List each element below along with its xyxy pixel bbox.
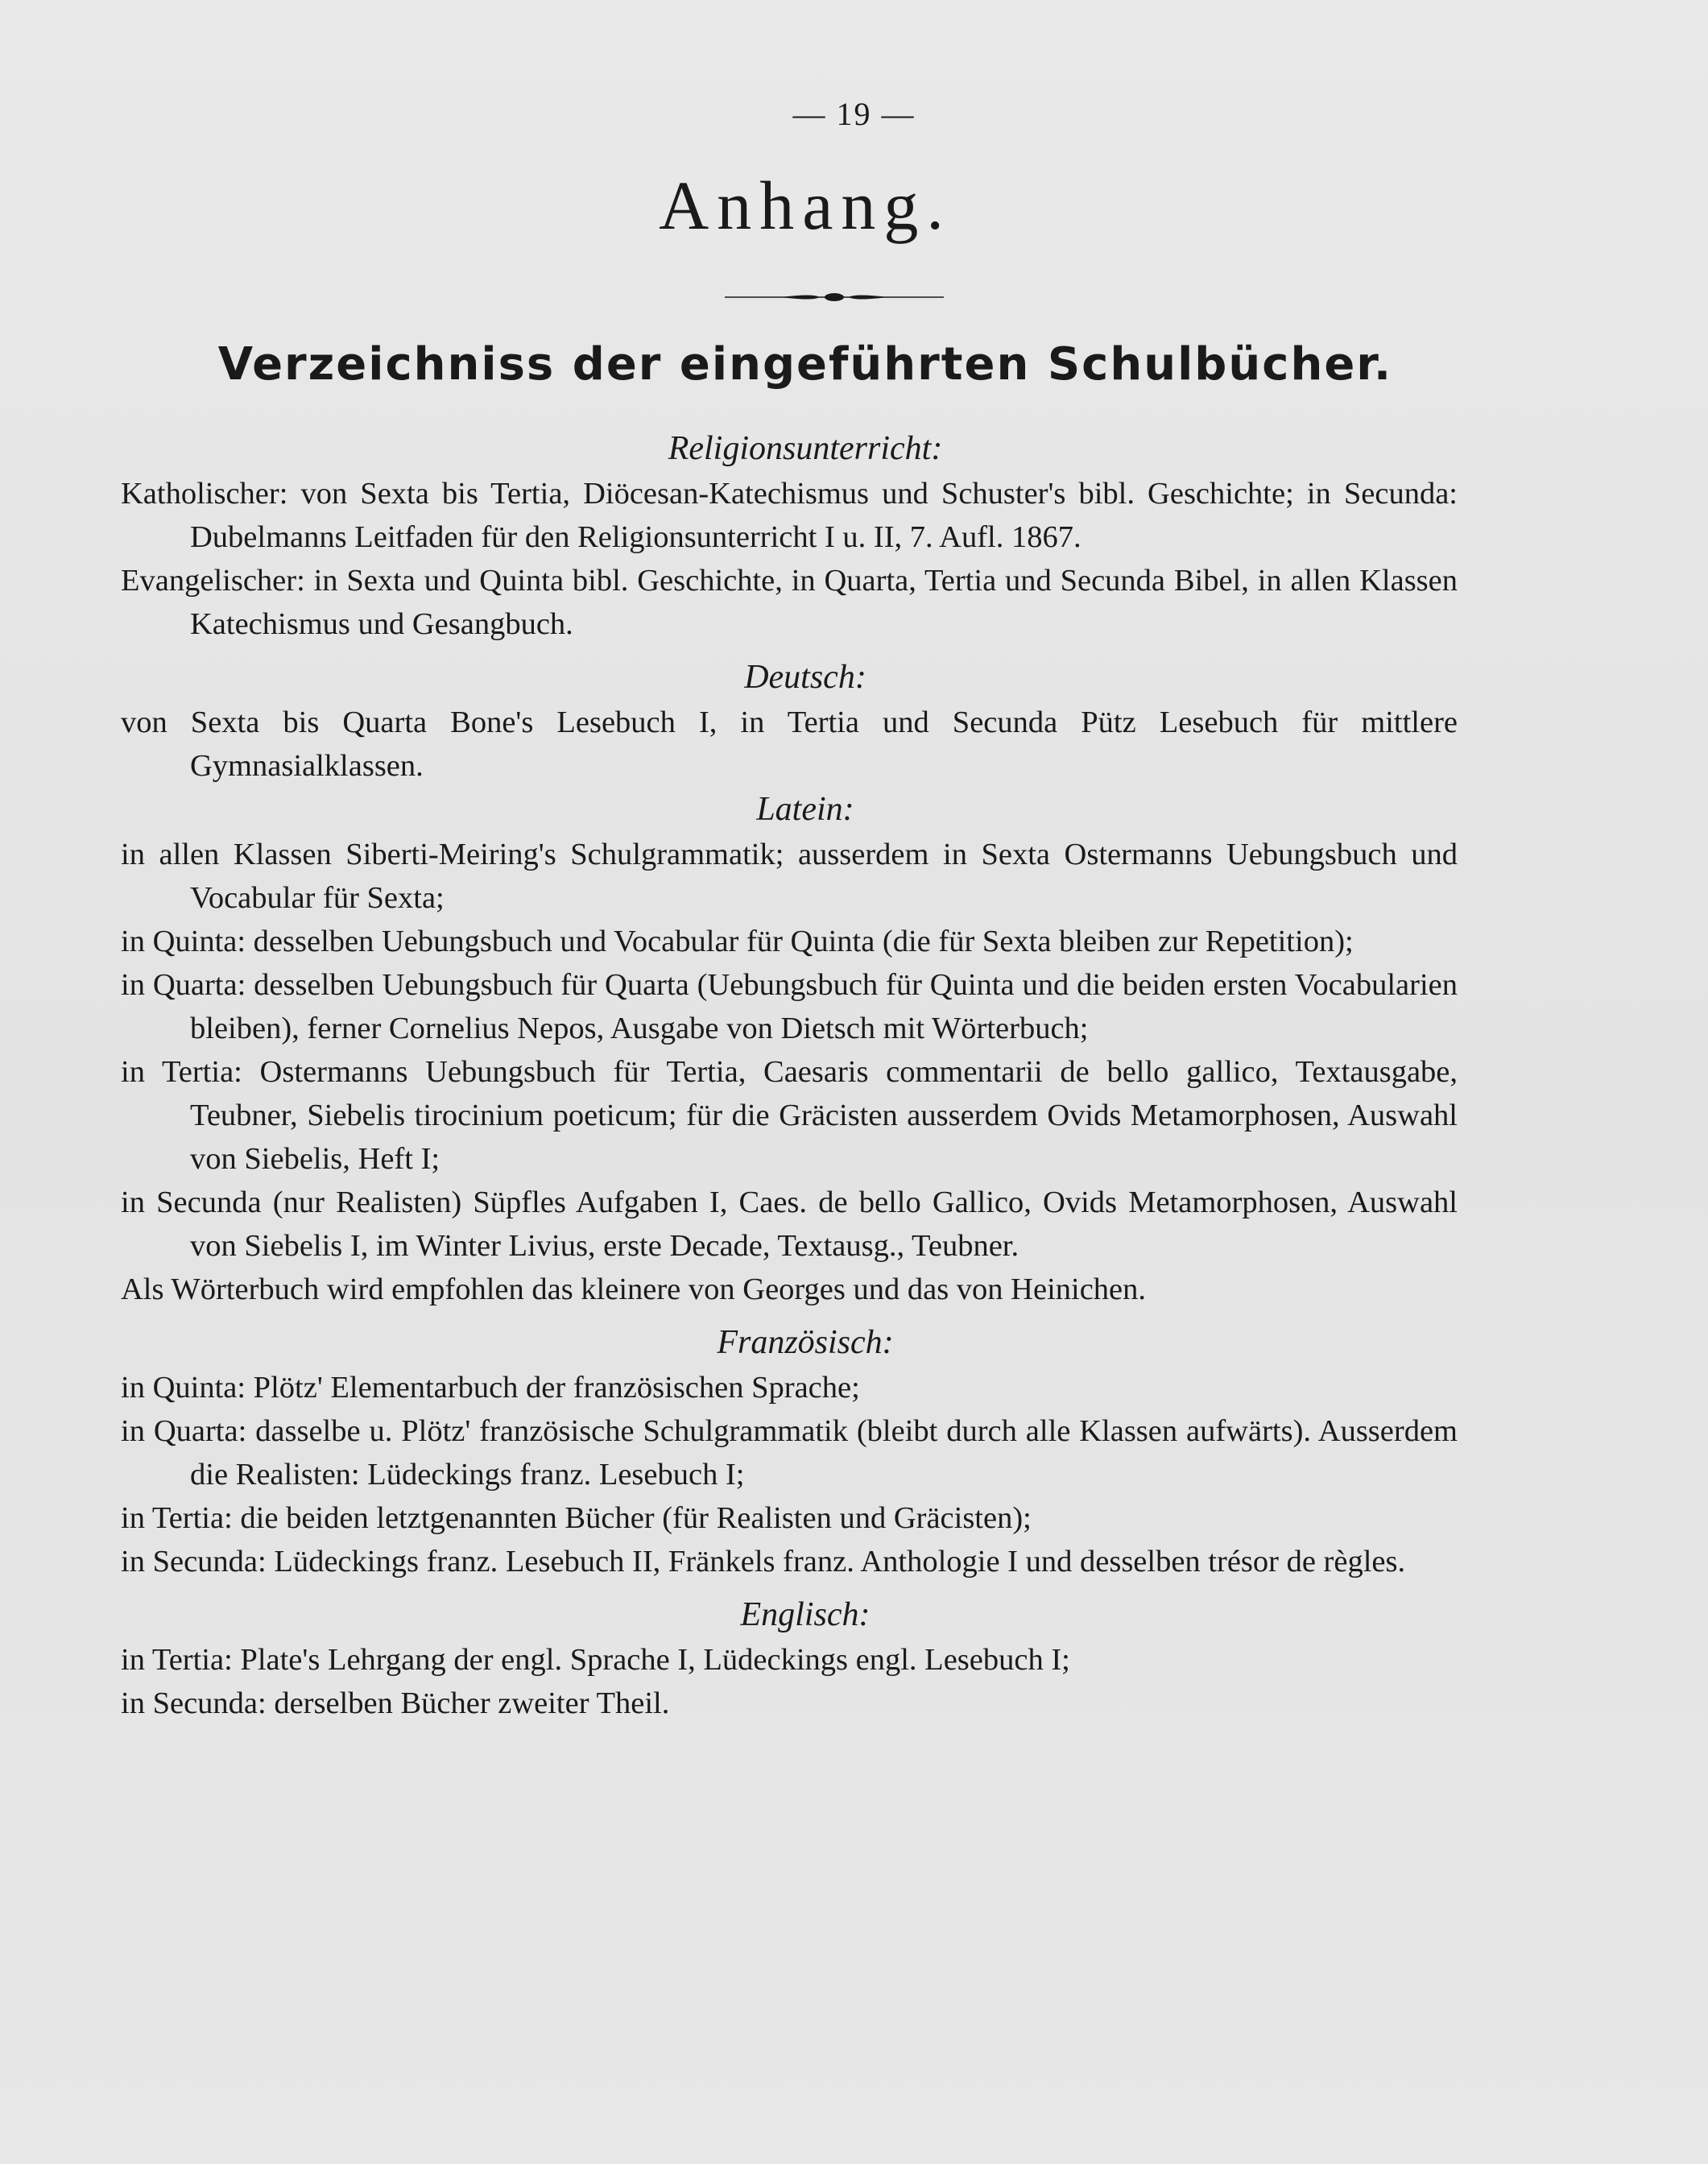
book-list [121, 427, 1458, 1725]
section-heading: Französisch: [717, 1324, 894, 1361]
page-title: Anhang. [659, 167, 952, 244]
list-item: Als Wörterbuch wird empfohlen das kleinere von Georges und das von Heinichen. [121, 1272, 1147, 1306]
list-item: in Quinta: desselben Uebungsbuch und Vocabular für Quinta (die für Sexta bleiben zur Repetition); [121, 925, 1354, 958]
list-item: in Secunda (nur Realisten) Süpfles Aufgaben I, Caes. de bello Gallico, Ovids Metamorphosen, Auswahl von Siebelis I, im Winter Livius, erste Decade, Textausg., Teubner. [121, 1185, 1458, 1263]
list-item: Katholischer: von Sexta bis Tertia, Diöcesan-Katechismus und Schuster's bibl. Geschichte; in Secunda: Dubelmanns Leitfaden für den Religionsunterricht I u. II, 7. Aufl. 1867. [121, 477, 1458, 554]
document-subtitle: Verzeichniss der eingeführten Schulbücher. [217, 338, 1393, 391]
section-franzoesisch [121, 1321, 1458, 1583]
section-religion [121, 427, 1458, 646]
section-heading: Latein: [756, 791, 854, 828]
list-item: von Sexta bis Quarta Bone's Lesebuch I, in Tertia und Secunda Pütz Lesebuch für mittlere Gymnasialklassen. [121, 705, 1458, 783]
list-item: Evangelischer: in Sexta und Quinta bibl. Geschichte, in Quarta, Tertia und Secunda Bibel, in allen Klassen Katechismus und Gesangbuch. [121, 564, 1458, 641]
section-deutsch [121, 656, 1458, 788]
list-item: in Quarta: desselben Uebungsbuch für Quarta (Uebungsbuch für Quinta und die beiden ersten Vocabularien bleiben), ferner Cornelius Nepos, Ausgabe von Dietsch mit Wörterbuch; [121, 968, 1458, 1045]
section-heading: Religionsunterricht: [668, 430, 943, 467]
list-item: in Quarta: dasselbe u. Plötz' französische Schulgrammatik (bleibt durch alle Klassen aufwärts). Ausserdem die Realisten: Lüdeckings franz. Lesebuch I; [121, 1414, 1458, 1492]
title-divider-ornament [725, 292, 944, 303]
section-englisch [121, 1593, 1458, 1725]
section-heading: Englisch: [740, 1596, 871, 1633]
list-item: in Secunda: Lüdeckings franz. Lesebuch II, Fränkels franz. Anthologie I und desselben trésor de règles. [121, 1545, 1406, 1579]
section-latein [121, 788, 1458, 1311]
list-item: in allen Klassen Siberti-Meiring's Schulgrammatik; ausserdem in Sexta Ostermanns Uebungsbuch und Vocabular für Sexta; [121, 838, 1458, 915]
list-item: in Tertia: die beiden letztgenannten Bücher (für Realisten und Gräcisten); [121, 1501, 1032, 1535]
list-item: in Quinta: Plötz' Elementarbuch der französischen Sprache; [121, 1371, 860, 1405]
list-item: in Secunda: derselben Bücher zweiter Theil. [121, 1686, 670, 1720]
page-number: — 19 — [792, 96, 916, 132]
list-item: in Tertia: Plate's Lehrgang der engl. Sprache I, Lüdeckings engl. Lesebuch I; [121, 1643, 1070, 1677]
section-heading: Deutsch: [744, 659, 866, 696]
list-item: in Tertia: Ostermanns Uebungsbuch für Tertia, Caesaris commentarii de bello gallico, Textausgabe, Teubner, Siebelis tirocinium poeticum; für die Gräcisten ausserdem Ovids Metamorphosen, Auswahl von Siebelis, Heft I; [121, 1055, 1458, 1176]
